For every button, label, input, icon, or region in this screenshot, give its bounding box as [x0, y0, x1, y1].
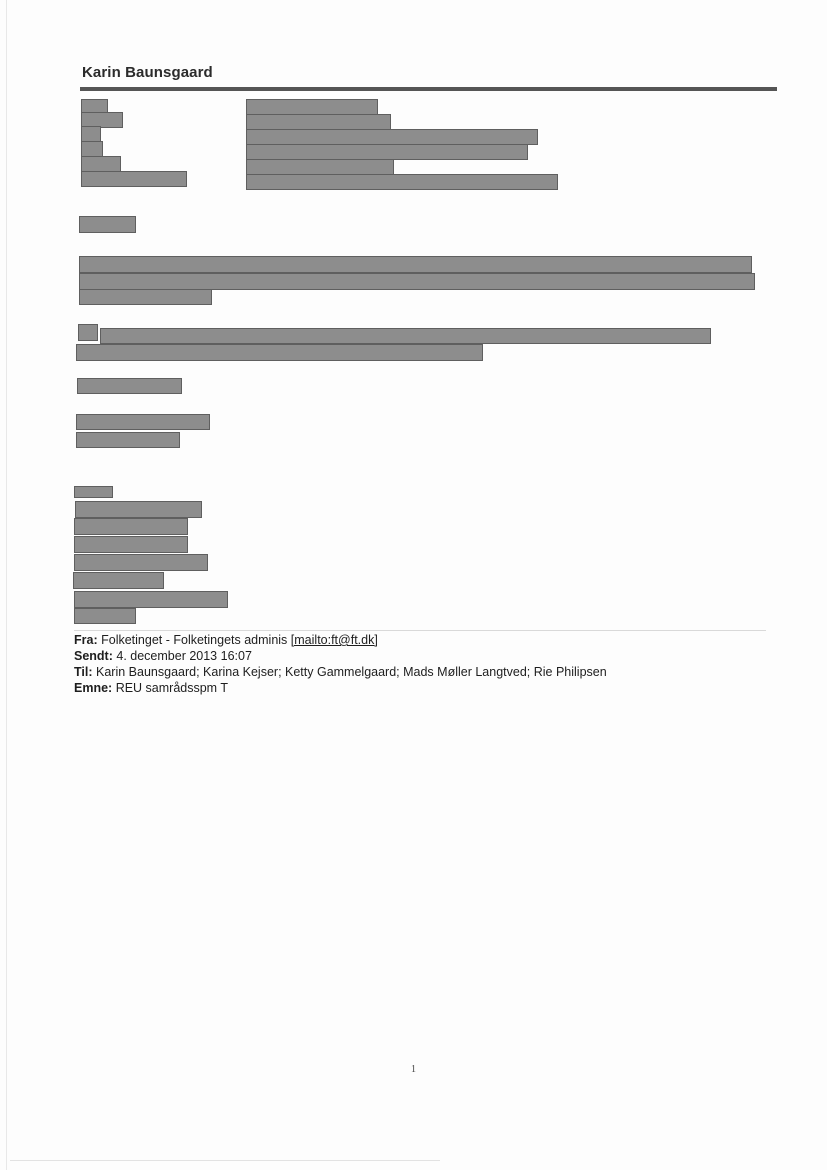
- redaction-block: [81, 126, 101, 142]
- redaction-block: [246, 99, 378, 115]
- subject-value: REU samrådsspm T: [115, 681, 228, 695]
- redaction-block: [74, 554, 208, 571]
- redaction-block: [246, 144, 528, 160]
- email-subject-line: [74, 680, 228, 696]
- email-from-line: [74, 632, 378, 648]
- redaction-block: [76, 344, 483, 361]
- page-number: 1: [411, 1064, 416, 1075]
- scan-edge: [6, 0, 7, 1170]
- redaction-block: [79, 256, 752, 273]
- redaction-block: [77, 378, 182, 394]
- redaction-block: [81, 141, 103, 157]
- redaction-block: [79, 216, 136, 233]
- to-label: Til:: [74, 665, 93, 679]
- redaction-block: [76, 414, 210, 430]
- redaction-block: [100, 328, 711, 344]
- sent-label: Sendt:: [74, 649, 113, 663]
- redaction-block: [74, 591, 228, 608]
- redaction-block: [74, 608, 136, 624]
- email-sent-line: [74, 648, 252, 664]
- redaction-block: [74, 536, 188, 553]
- redaction-block: [246, 114, 391, 130]
- header-name: Karin Baunsgaard: [82, 64, 213, 81]
- sent-value: 4. december 2013 16:07: [116, 649, 252, 663]
- redaction-block: [74, 486, 113, 498]
- redaction-block: [73, 572, 164, 589]
- redaction-block: [78, 324, 98, 341]
- redaction-block: [246, 159, 394, 175]
- scan-bottom-rule: [10, 1160, 440, 1161]
- redaction-block: [81, 171, 187, 187]
- separator-rule: [74, 630, 766, 631]
- redaction-block: [246, 174, 558, 190]
- redaction-block: [79, 289, 212, 305]
- redaction-block: [74, 518, 188, 535]
- from-label: Fra:: [74, 633, 98, 647]
- from-value: Folketinget - Folketingets adminis: [101, 633, 288, 647]
- redaction-block: [246, 129, 538, 145]
- redaction-block: [76, 432, 180, 448]
- from-mailto-link[interactable]: [mailto:ft@ft.dk]: [290, 633, 378, 647]
- subject-label: Emne:: [74, 681, 113, 695]
- redaction-block: [79, 273, 755, 290]
- to-value: Karin Baunsgaard; Karina Kejser; Ketty Gammelgaard; Mads Møller Langtved; Rie Philipsen: [96, 665, 607, 679]
- redaction-block: [81, 156, 121, 172]
- header-rule: [80, 87, 777, 91]
- email-to-line: [74, 664, 607, 680]
- redaction-block: [75, 501, 202, 518]
